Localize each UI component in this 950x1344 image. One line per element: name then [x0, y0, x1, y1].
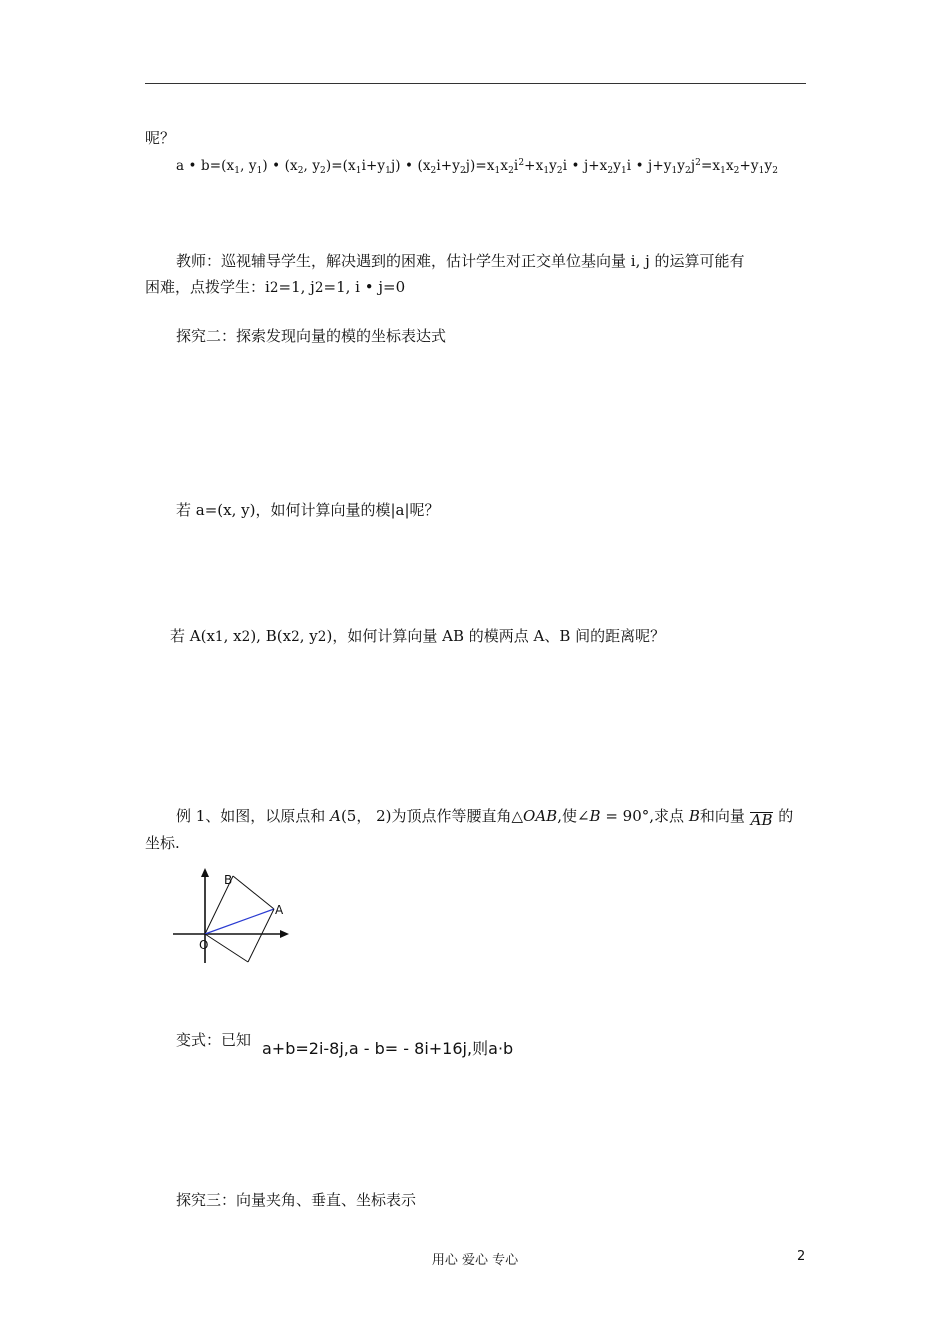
paragraph-text: 呢？: [145, 129, 176, 147]
header-rule: [145, 83, 806, 84]
variant-prefix: 变式：已知: [176, 1031, 252, 1049]
section-heading-explore2: 探究二：探索发现向量的模的坐标表达式: [176, 327, 447, 345]
example1-line2: 坐标.: [145, 834, 180, 852]
segment-bottom-o: [205, 934, 248, 962]
segment-ba: [233, 876, 274, 909]
origin-label: O: [199, 938, 209, 952]
page-number: 2: [797, 1249, 806, 1264]
teacher-note-line1: 教师：巡视辅导学生，解决遇到的困难，估计学生对正交单位基向量 i, j 的运算可能有: [176, 252, 745, 270]
question-magnitude: 若 a=(x, y)，如何计算向量的模|a|呢？: [176, 501, 440, 519]
question-distance: 若 A(x1, x2), B(x2, y2)，如何计算向量 AB 的模两点 A、B 间的距离呢？: [170, 627, 666, 645]
footer-text: 用心 爱心 专心: [431, 1253, 519, 1268]
point-b-label: B: [224, 873, 233, 887]
x-axis-arrow: [280, 930, 289, 938]
triangle-figure: [168, 866, 293, 966]
y-axis-arrow: [201, 868, 209, 877]
dot-product-formula: a • $b=(x_1$, $y_1$) • ($x_2$, $y_2)=(x_1i+y_1j)$ • $(x_2i+y_2j)=x_1x_2i^2+x_1y_2i$ • $j+x_2y_1i$ • $j+y_1y_2j^2=x_1x_2+y_1y_2$: [176, 158, 779, 176]
vector-ab: AB: [750, 811, 773, 829]
variant-formula: a+b=2i-8j,a - b= - 8i+16j,则a⋅b: [262, 1039, 514, 1058]
point-a-label: A: [275, 903, 284, 917]
section-heading-explore3: 探究三：向量夹角、垂直、坐标表示: [176, 1191, 417, 1209]
teacher-note-line2: 困难，点拨学生：i2=1, j2=1, i • j=0: [145, 278, 406, 296]
example1-line1: 例 1、如图，以原点和 A(5， 2)为顶点作等腰直角△OAB,使∠B = 90°,求点 B和向量 AB 的: [176, 807, 794, 829]
